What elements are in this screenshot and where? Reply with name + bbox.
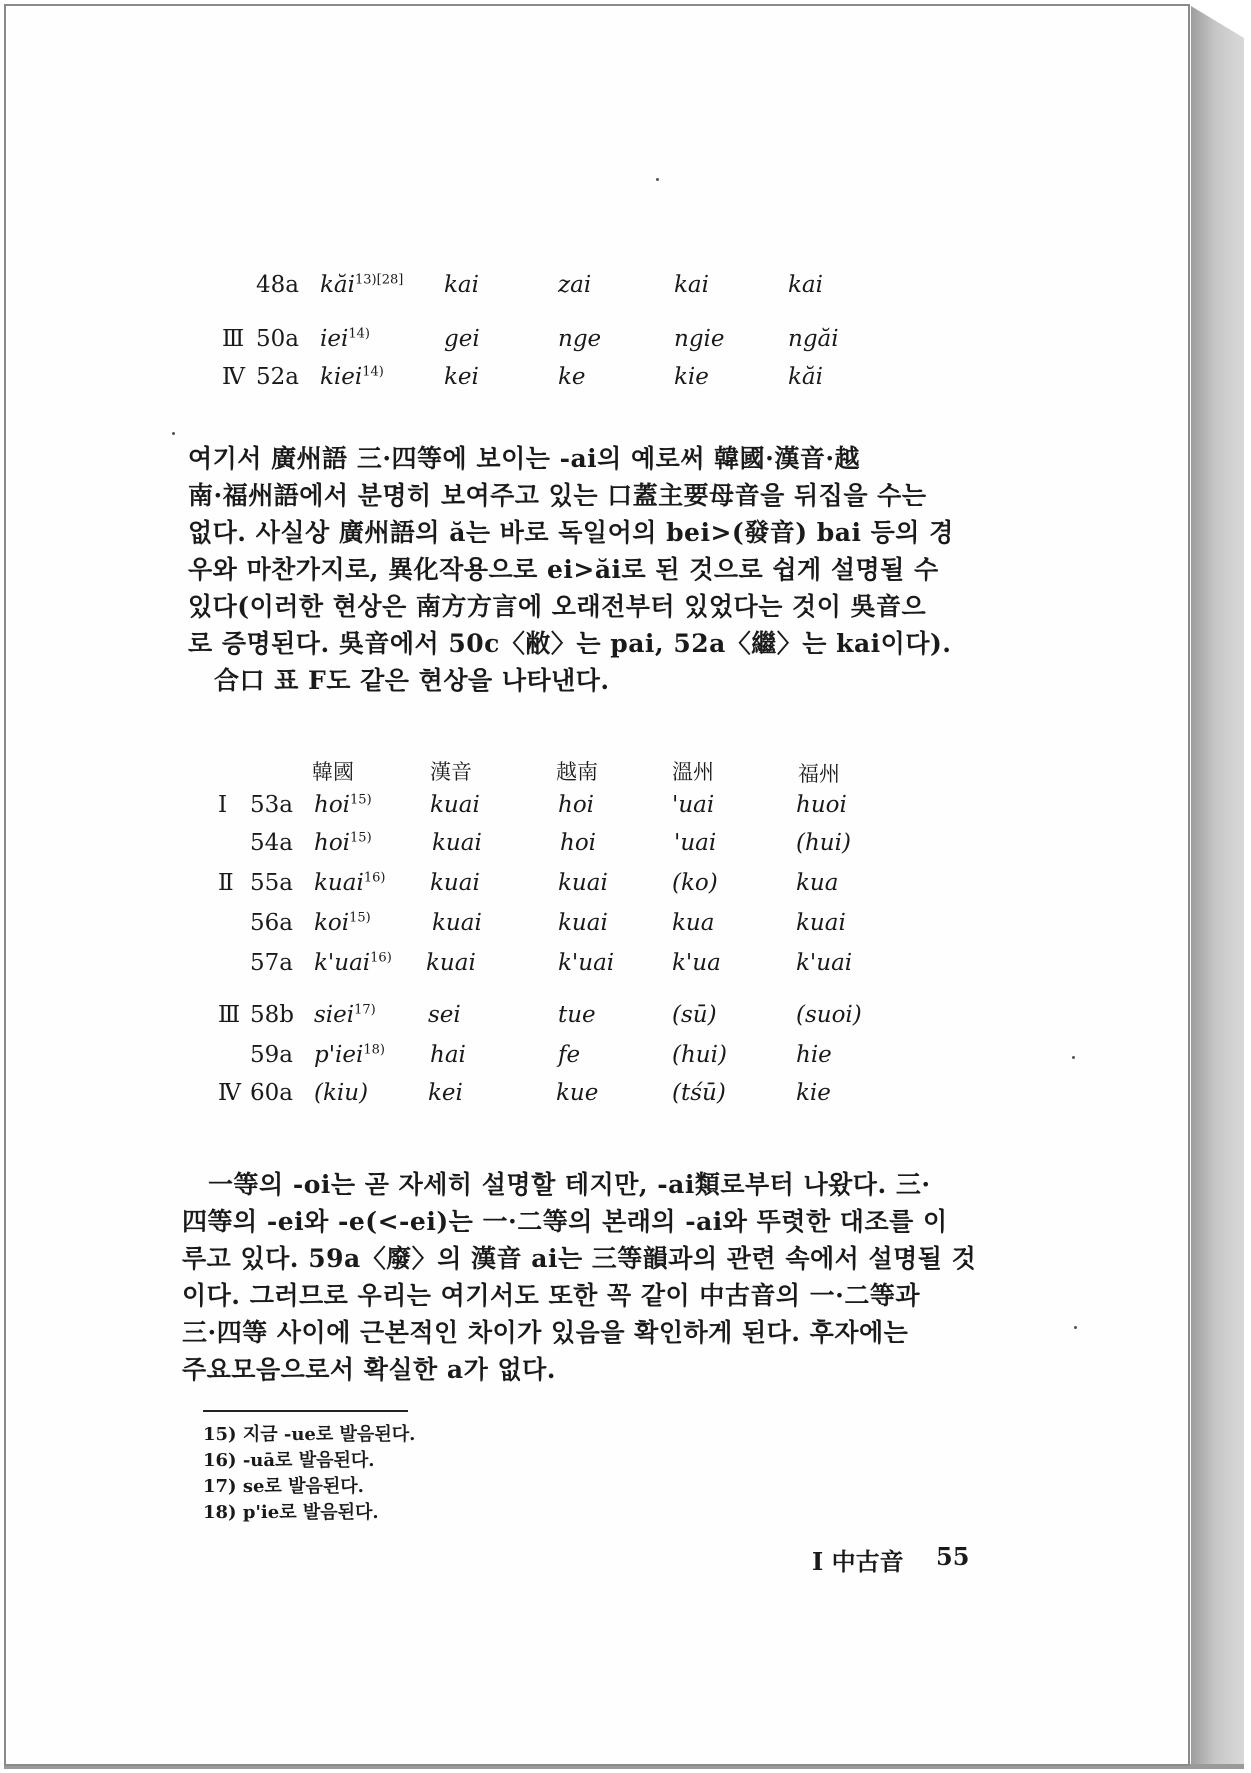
- speck: [656, 178, 659, 181]
- cell: kuai: [796, 910, 846, 936]
- cell: gei: [444, 326, 480, 352]
- paragraph-1: [188, 440, 954, 699]
- cell: kie: [796, 1080, 831, 1106]
- korean-cell: hoi$^{15)}$: [314, 830, 372, 856]
- entry-code: 59a: [250, 1042, 293, 1068]
- cell: huoi: [796, 792, 847, 818]
- korean-cell: hoi$^{15)}$: [314, 792, 372, 818]
- entry-code: 54a: [250, 830, 293, 856]
- cell: kua: [796, 870, 839, 896]
- cell: hie: [796, 1042, 832, 1068]
- cell: kuai: [426, 950, 476, 976]
- cell: ke: [558, 364, 586, 390]
- text-line: 四等의 -ei와 -e(<-ei)는 一·二等의 본래의 -ai와 뚜렷한 대조를 이: [182, 1207, 948, 1236]
- cell: kuai: [432, 830, 482, 856]
- book-page: [4, 4, 1190, 1766]
- speck: [1074, 1326, 1077, 1329]
- cell: kuai: [432, 910, 482, 936]
- cell: zai: [558, 272, 592, 298]
- text-line: 루고 있다. 59a〈廢〉의 漢音 ai는 三等韻과의 관련 속에서 설명될 것: [182, 1244, 977, 1273]
- grade: Ⅳ: [218, 1080, 241, 1106]
- table-row: [6, 364, 1106, 398]
- entry-code: 48a: [256, 272, 299, 298]
- cell: (ko): [672, 870, 718, 896]
- cell: tue: [558, 1002, 596, 1028]
- footnote: 18) p'ie로 발음된다.: [203, 1502, 379, 1523]
- text-line: 우와 마찬가지로, 異化작용으로 ei>ăi로 된 것으로 쉽게 설명될 수: [188, 555, 939, 584]
- cell: hoi: [558, 792, 595, 818]
- text-line: 여기서 廣州語 三·四等에 보이는 -ai의 예로써 韓國·漢音·越: [188, 444, 861, 473]
- grade: Ⅲ: [218, 1002, 241, 1028]
- grade: Ⅳ: [222, 364, 245, 390]
- text-line: 三·四等 사이에 근본적인 차이가 있음을 확인하게 된다. 후자에는: [182, 1318, 909, 1347]
- page-number: 55: [936, 1542, 970, 1571]
- column-header: 韓國: [312, 760, 354, 784]
- korean-cell: kuai$^{16)}$: [314, 870, 386, 896]
- footnote-rule: [203, 1410, 408, 1412]
- entry-code: 50a: [256, 326, 299, 352]
- running-footer-chapter: Ⅰ 中古音: [812, 1547, 904, 1576]
- cell: kai: [788, 272, 824, 298]
- entry-code: 60a: [250, 1080, 293, 1106]
- grade: Ⅲ: [222, 326, 245, 352]
- table-row: [6, 1002, 1106, 1036]
- cell: ngăi: [788, 326, 839, 352]
- cell: fe: [558, 1042, 581, 1068]
- cell: (hui): [672, 1042, 727, 1068]
- cell: hoi: [560, 830, 597, 856]
- entry-code: 57a: [250, 950, 293, 976]
- korean-cell: kiei$^{14)}$: [320, 364, 384, 390]
- column-header: 漢音: [430, 760, 472, 784]
- cell: (hui): [796, 830, 851, 856]
- cell: kei: [444, 364, 479, 390]
- paragraph-2: [182, 1166, 976, 1388]
- cell: kie: [674, 364, 709, 390]
- cell: sei: [428, 1002, 461, 1028]
- text-line: 없다. 사실상 廣州語의 ă는 바로 독일어의 bei>(發音) bai 등의 경: [188, 518, 954, 547]
- cell: kai: [674, 272, 710, 298]
- cell: kue: [556, 1080, 599, 1106]
- korean-cell: koi$^{15)}$: [314, 910, 371, 936]
- table-row: [6, 1042, 1106, 1076]
- text-line: 合口 표 F도 같은 현상을 나타낸다.: [214, 666, 610, 695]
- table-row: [6, 272, 1106, 306]
- table-row: [6, 950, 1106, 984]
- korean-cell: siei$^{17)}$: [314, 1002, 376, 1028]
- table-row: [6, 1080, 1106, 1114]
- table-row: [6, 830, 1106, 864]
- korean-cell: kăi$^{13)[28]}$: [320, 272, 404, 298]
- footnote: 15) 지금 -ue로 발음된다.: [203, 1424, 416, 1445]
- cell: k'ua: [672, 950, 721, 976]
- cell: (tśū): [672, 1080, 726, 1106]
- cell: kăi: [788, 364, 824, 390]
- text-line: 있다(이러한 현상은 南方方言에 오래전부터 있었다는 것이 吳音으: [188, 592, 927, 621]
- text-line: 一等의 -oi는 곧 자세히 설명할 테지만, -ai類로부터 나왔다. 三·: [208, 1170, 931, 1199]
- column-header: 溫州: [672, 760, 714, 784]
- cell: kua: [672, 910, 715, 936]
- column-header: 福州: [798, 762, 840, 786]
- cell: (sū): [672, 1002, 717, 1028]
- speck: [172, 432, 175, 435]
- cell: (suoi): [796, 1002, 862, 1028]
- cell: nge: [558, 326, 602, 352]
- korean-cell: p'iei$^{18)}$: [314, 1042, 385, 1068]
- cell: kei: [428, 1080, 463, 1106]
- korean-cell: k'uai$^{16)}$: [314, 950, 392, 976]
- text-line: 南·福州語에서 분명히 보여주고 있는 口蓋主要母音을 뒤집을 수는: [188, 481, 927, 510]
- cell: 'uai: [674, 830, 717, 856]
- cell: kai: [444, 272, 480, 298]
- cell: 'uai: [672, 792, 715, 818]
- entry-code: 58b: [250, 1002, 294, 1028]
- table-row: [6, 326, 1106, 360]
- entry-code: 53a: [250, 792, 293, 818]
- cell: k'uai: [796, 950, 853, 976]
- table-row: [6, 870, 1106, 904]
- cell: kuai: [430, 870, 480, 896]
- text-line: 이다. 그러므로 우리는 여기서도 또한 꼭 같이 中古音의 一·二等과: [182, 1281, 921, 1310]
- cell: ngie: [674, 326, 725, 352]
- cell: kuai: [430, 792, 480, 818]
- korean-cell: iei$^{14)}$: [320, 326, 370, 352]
- cell: kuai: [558, 870, 608, 896]
- text-line: 로 증명된다. 吳音에서 50c〈敝〉는 pai, 52a〈繼〉는 kai이다).: [188, 629, 952, 658]
- footnote: 16) -uā로 발음된다.: [203, 1450, 375, 1471]
- entry-code: 56a: [250, 910, 293, 936]
- table-row: [6, 792, 1106, 826]
- entry-code: 52a: [256, 364, 299, 390]
- text-line: 주요모음으로서 확실한 a가 없다.: [182, 1355, 556, 1384]
- cell: k'uai: [558, 950, 615, 976]
- grade: Ⅰ: [218, 792, 228, 818]
- cell: kuai: [558, 910, 608, 936]
- footnote: 17) se로 발음된다.: [203, 1476, 364, 1497]
- table-row: [6, 910, 1106, 944]
- entry-code: 55a: [250, 870, 293, 896]
- book-side-edge: [1191, 6, 1244, 1766]
- column-header: 越南: [556, 760, 598, 784]
- korean-cell: (kiu): [314, 1080, 369, 1106]
- cell: hai: [430, 1042, 466, 1068]
- grade: Ⅱ: [218, 870, 234, 896]
